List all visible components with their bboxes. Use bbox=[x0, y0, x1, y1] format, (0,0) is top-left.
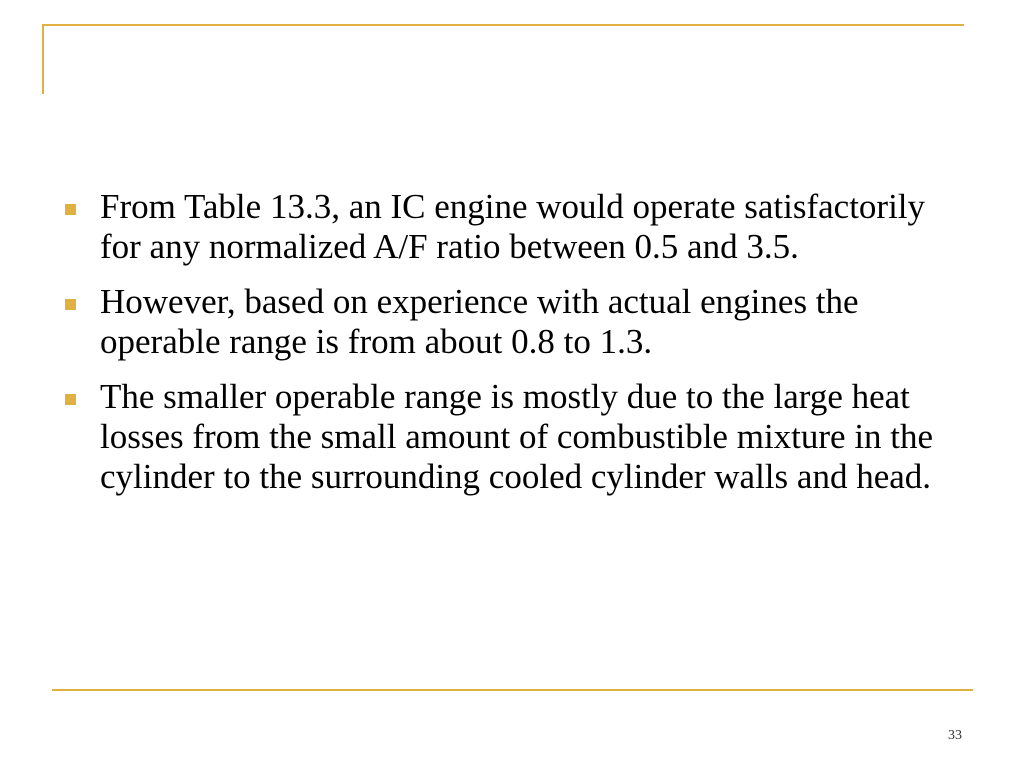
square-bullet-icon bbox=[65, 394, 76, 405]
frame-left-rule bbox=[42, 24, 44, 94]
slide-number: 33 bbox=[948, 728, 962, 743]
bullet-item bbox=[62, 187, 942, 267]
frame-top-rule bbox=[42, 24, 964, 26]
slide-body bbox=[62, 187, 942, 512]
bullet-text: However, based on experience with actual engines the operable range is from about 0.8 to 1.3. bbox=[100, 282, 859, 361]
bullet-text: From Table 13.3, an IC engine would operate satisfactorily for any normalized A/F ratio between 0.5 and 3.5. bbox=[100, 187, 926, 266]
footer-rule bbox=[52, 689, 973, 691]
bullet-item bbox=[62, 377, 942, 497]
bullet-list bbox=[62, 187, 942, 497]
square-bullet-icon bbox=[65, 299, 76, 310]
bullet-item bbox=[62, 282, 942, 362]
bullet-text: The smaller operable range is mostly due to the large heat losses from the small amount of combustible mixture in the cylinder to the surrounding cooled cylinder walls and head. bbox=[100, 377, 934, 496]
square-bullet-icon bbox=[65, 204, 76, 215]
